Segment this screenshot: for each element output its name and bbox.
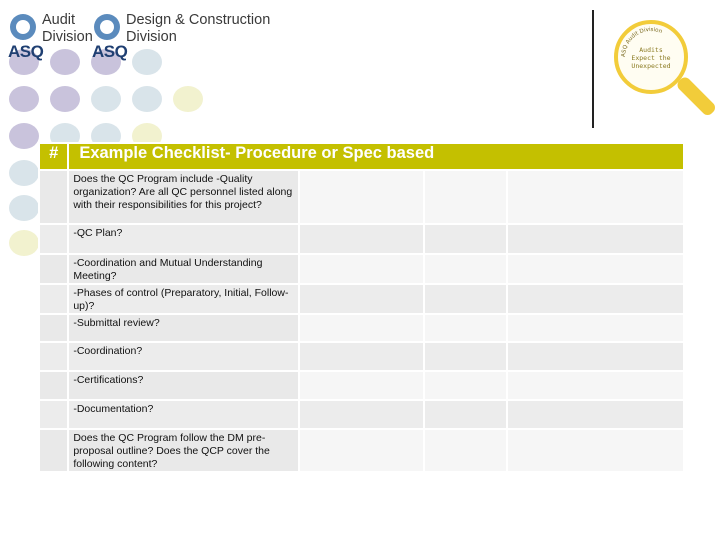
answer-cell[interactable] — [424, 342, 507, 371]
row-number-cell[interactable] — [39, 314, 68, 342]
badge-line3: Unexpected — [631, 62, 671, 70]
answer-cell[interactable] — [299, 400, 424, 429]
answer-cell[interactable] — [507, 224, 684, 254]
dot — [9, 230, 39, 256]
row-number-cell[interactable] — [39, 342, 68, 371]
question-cell: -Documentation? — [68, 400, 299, 429]
dot — [9, 195, 39, 221]
table-row — [39, 371, 684, 400]
answer-cell[interactable] — [299, 254, 424, 284]
checklist-table — [38, 142, 685, 473]
answer-cell[interactable] — [507, 371, 684, 400]
header-title: Example Checklist- Procedure or Spec based — [68, 143, 684, 170]
asq-ring-icon — [94, 14, 120, 40]
row-number-cell[interactable] — [39, 170, 68, 224]
asq-audit-division-logo — [8, 10, 93, 66]
table-row — [39, 342, 684, 371]
answer-cell[interactable] — [424, 429, 507, 472]
magnifier-badge-icon — [614, 20, 688, 94]
badge-core-text — [630, 46, 672, 70]
answer-cell[interactable] — [424, 284, 507, 314]
table-row — [39, 314, 684, 342]
table-row — [39, 400, 684, 429]
question-cell: -Submittal review? — [68, 314, 299, 342]
answer-cell[interactable] — [507, 254, 684, 284]
logo-text-line1: Design & Construction — [126, 12, 271, 28]
table-row — [39, 224, 684, 254]
logo-text — [42, 10, 93, 46]
asq-logo-mark — [92, 10, 126, 66]
vertical-divider — [592, 10, 594, 128]
table-row — [39, 429, 684, 472]
answer-cell[interactable] — [299, 429, 424, 472]
answer-cell[interactable] — [507, 284, 684, 314]
answer-cell[interactable] — [507, 342, 684, 371]
row-number-cell[interactable] — [39, 429, 68, 472]
dot — [173, 86, 203, 112]
answer-cell[interactable] — [507, 314, 684, 342]
badge-ring-label: ASQ Audit Division — [620, 26, 663, 58]
question-cell: -Coordination and Mutual Understanding Meeting? — [68, 254, 299, 284]
answer-cell[interactable] — [424, 400, 507, 429]
answer-cell[interactable] — [299, 170, 424, 224]
logo-text-line2: Division — [126, 29, 177, 45]
question-cell: -Certifications? — [68, 371, 299, 400]
row-number-cell[interactable] — [39, 224, 68, 254]
answer-cell[interactable] — [299, 284, 424, 314]
asq-logo-mark — [8, 10, 42, 66]
answer-cell[interactable] — [299, 314, 424, 342]
question-cell: Does the QC Program follow the DM pre-proposal outline? Does the QCP cover the following content? — [68, 429, 299, 472]
question-cell: -Coordination? — [68, 342, 299, 371]
dot — [9, 160, 39, 186]
answer-cell[interactable] — [424, 224, 507, 254]
dot — [9, 123, 39, 149]
row-number-cell[interactable] — [39, 371, 68, 400]
question-cell: Does the QC Program include -Quality organization? Are all QC personnel listed along with their responsibilities for this project? — [68, 170, 299, 224]
table-row — [39, 170, 684, 224]
row-number-cell[interactable] — [39, 400, 68, 429]
answer-cell[interactable] — [424, 170, 507, 224]
header-number: # — [39, 143, 68, 170]
dot — [50, 86, 80, 112]
question-cell: -Phases of control (Preparatory, Initial, Follow-up)? — [68, 284, 299, 314]
asq-mark-text: ASQ — [8, 42, 44, 61]
table-row — [39, 254, 684, 284]
row-number-cell[interactable] — [39, 254, 68, 284]
answer-cell[interactable] — [424, 371, 507, 400]
answer-cell[interactable] — [507, 170, 684, 224]
answer-cell[interactable] — [507, 429, 684, 472]
answer-cell[interactable] — [299, 224, 424, 254]
logo-text-line2: Division — [42, 29, 93, 45]
asq-mark-text: ASQ — [92, 42, 128, 61]
logo-text-line1: Audit — [42, 12, 76, 28]
answer-cell[interactable] — [424, 314, 507, 342]
answer-cell[interactable] — [507, 400, 684, 429]
badge-line1: Audits — [639, 46, 663, 54]
table-row — [39, 284, 684, 314]
dot — [132, 86, 162, 112]
asq-ring-icon — [10, 14, 36, 40]
logo-text — [126, 10, 270, 46]
answer-cell[interactable] — [299, 371, 424, 400]
question-cell: -QC Plan? — [68, 224, 299, 254]
row-number-cell[interactable] — [39, 284, 68, 314]
asq-design-construction-logo — [92, 10, 270, 66]
answer-cell[interactable] — [424, 254, 507, 284]
table-header-row — [39, 143, 684, 170]
answer-cell[interactable] — [299, 342, 424, 371]
dot — [9, 86, 39, 112]
badge-line2: Expect the — [631, 54, 671, 62]
dot — [91, 86, 121, 112]
